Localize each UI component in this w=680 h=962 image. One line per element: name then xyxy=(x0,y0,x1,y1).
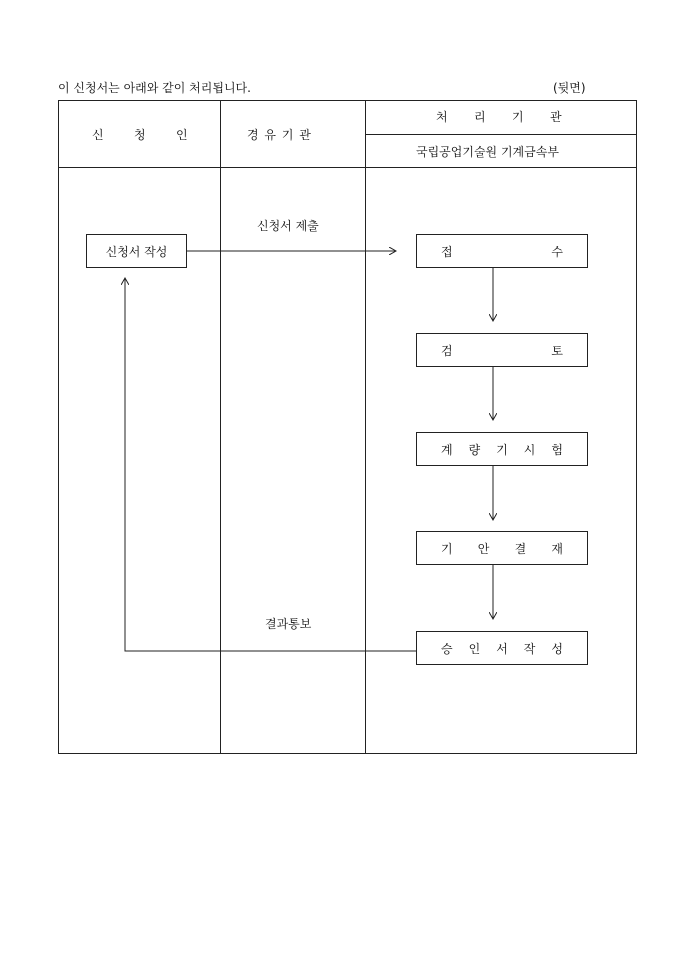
step-meter-test-char-3: 기 xyxy=(496,442,508,457)
col-applicant-1: 신 xyxy=(92,128,104,142)
col-processor-4: 관 xyxy=(550,110,562,124)
step-certificate xyxy=(416,631,588,665)
step-meter-test-char-2: 량 xyxy=(468,442,481,457)
application-box xyxy=(86,234,187,268)
col-processor-1: 처 xyxy=(436,110,448,124)
col-processor-3: 기 xyxy=(512,110,524,124)
step-meter-test-char-4: 시 xyxy=(523,442,536,457)
step-approval-char-4: 재 xyxy=(551,541,563,556)
step-review xyxy=(416,333,588,367)
processing-note: 이 신청서는 아래와 같이 처리됩니다. xyxy=(58,81,251,95)
step-certificate-char-5: 성 xyxy=(551,641,563,656)
step-receipt-char-2: 수 xyxy=(551,244,563,259)
submit-label: 신청서 제출 xyxy=(257,219,319,233)
step-certificate-char-3: 서 xyxy=(496,641,508,656)
step-meter-test-char-1: 계 xyxy=(441,442,453,457)
step-approval xyxy=(416,531,588,565)
step-approval-char-1: 기 xyxy=(441,541,453,556)
step-meter-test xyxy=(416,432,588,466)
step-meter-test-char-5: 험 xyxy=(551,442,563,457)
step-receipt-char-1: 접 xyxy=(441,244,453,259)
page-side-label: (뒷면) xyxy=(553,81,586,95)
col-applicant-3: 인 xyxy=(176,128,188,142)
result-label: 결과통보 xyxy=(265,617,312,631)
step-approval-char-3: 결 xyxy=(514,541,527,556)
step-receipt xyxy=(416,234,588,268)
step-review-char-2: 토 xyxy=(551,343,563,358)
step-certificate-char-4: 작 xyxy=(523,641,536,656)
processor-name: 국립공업기술원 기계금속부 xyxy=(416,145,559,159)
step-certificate-char-2: 인 xyxy=(468,641,481,656)
step-review-char-1: 검 xyxy=(441,343,453,358)
step-certificate-char-1: 승 xyxy=(441,641,453,656)
col-applicant-2: 청 xyxy=(134,128,146,142)
col-intermediary: 경 유 기 관 xyxy=(247,128,312,142)
application-label: 신청서 작성 xyxy=(105,244,168,259)
col-processor-2: 리 xyxy=(474,110,486,124)
step-approval-char-2: 안 xyxy=(477,541,490,556)
